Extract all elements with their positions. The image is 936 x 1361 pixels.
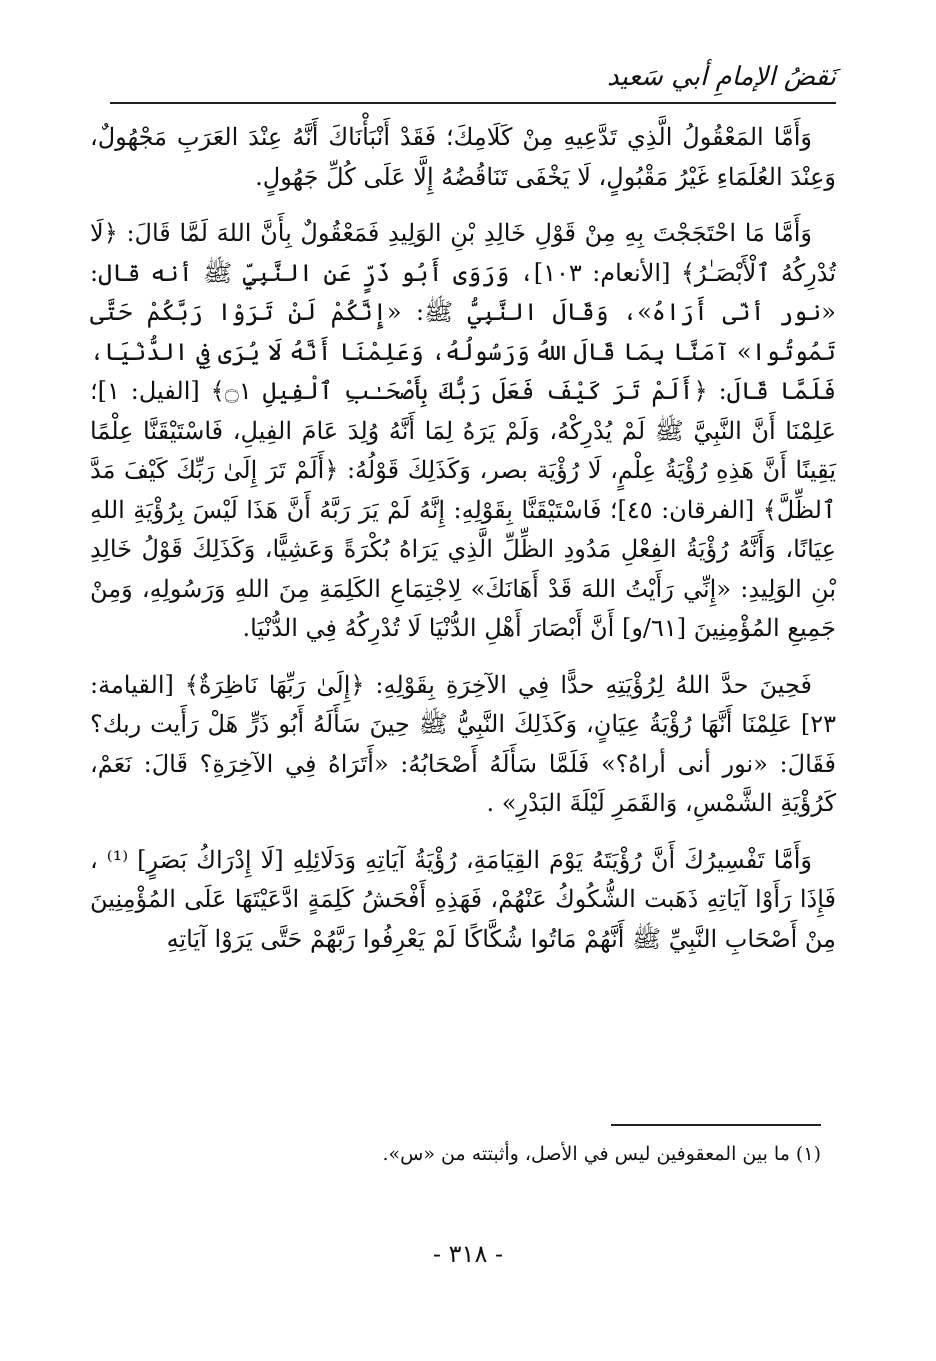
paragraph-1: وَأَمَّا المَعْقُولُ الَّذِي تَدَّعِيهِ مِنْ كَلَامِكَ؛ فَقَدْ أَنْبَأْنَاكَ أَنَّهُ عِنْدَ العَرَبِ مَجْهُولٌ، وَعِنْدَ العُلَمَاءِ غَيْرُ مَقْبُولٍ، لَا يَخْفَى تَنَاقُضُهُ إِلَّا عَلَى كُلِّ جَهُولٍ.: [90, 123, 836, 191]
main-text: [90, 118, 836, 959]
footnote-rule: [611, 1124, 821, 1126]
running-head-title: نَقضُ الإمامِ أبي سَعيد: [607, 62, 836, 92]
paragraph-2: وَأَمَّا مَا احْتَجَجْتَ بِهِ مِنْ قَوْلِ خَالِدِ بْنِ الوَلِيدِ فَمَعْقُولٌ بِأَنَّ اللهَ لَمَّا قَالَ: ﴿لَا تُدْرِكُهُ ٱلْأَبْصَـٰرُ﴾ [الأنعام: ١٠٣]، وَرَوَى أَبُو ذَرٍّ عَنِ النَّبِيِّ ﷺ أنه قال: «نور أنّى أَرَاهُ»، وَقَالَ النَّبِيُّ ﷺ: «إِنَّكُمْ لَنْ تَرَوْا رَبَّكُمْ حَتَّى تَمُوتُوا» آمَنَّا بِمَا قَالَ اللهُ وَرَسُولُهُ، وَعَلِمْنَا أَنَّهُ لَا يُرَى فِي الدُّنْيَا، فَلَمَّا قَالَ: ﴿أَلَمْ تَرَ كَيْفَ فَعَلَ رَبُّكَ بِأَصْحَـٰبِ ٱلْفِيلِ ۝١﴾ [الفيل: ١]؛ عَلِمْنَا أَنَّ النَّبِيَّ ﷺ لَمْ يُدْرِكْهُ، وَلَمْ يَرَهُ لِمَا أَنَّهُ وُلِدَ عَامَ الفِيلِ، فَاسْتَيْقَنَّا عِلْمًا يَقِينًا أَنَّ هَذِهِ رُؤْيَةُ عِلْمٍ، لَا رُؤْيَة بصر، وَكَذَلِكَ قَوْلُهُ: ﴿أَلَمْ تَرَ إِلَىٰ رَبِّكَ كَيْفَ مَدَّ ٱلظِّلَّ﴾ [الفرقان: ٤٥]؛ فَاسْتَيْقَنَّا بِقَوْلِهِ: إِنَّهُ لَمْ يَرَ رَبَّهُ أَنَّ هَذَا لَيْسَ بِرُؤْيَةِ اللهِ عِيَانًا، وَأَنَّهُ رُؤْيَةُ الفِعْلِ مَدُودِ الظِّلِّ الَّذِي يَرَاهُ بُكْرَةً وَعَشِيًّا، وَكَذَلِكَ قَوْلُ خَالِدِ بْنِ الوَلِيدِ: «إِنِّي رَأَيْتُ اللهَ قَدْ أَهَانَكَ» لِاجْتِمَاعِ الكَلِمَةِ مِنَ اللهِ وَرَسُولِهِ، وَمِنْ جَمِيعِ المُؤْمِنِينَ [٦١/و] أَنَّ أَبْصَارَ أَهْلِ الدُّنْيَا لَا تُدْرِكُهُ فِي الدُّنْيَا.: [90, 219, 837, 642]
running-head: [110, 62, 836, 92]
header-rule: [110, 102, 836, 104]
footnote: (١) ما بين المعقوفين ليس في الأصل، وأثبتته من «س».: [382, 1143, 821, 1165]
paragraph-3: فَحِينَ حدَّ اللهُ لِرُؤْيَتِهِ حدًّا فِي الآخِرَةِ بِقَوْلِهِ: ﴿إِلَىٰ رَبِّهَا نَاظِرَةٌ﴾ [القيامة: ٢٣] عَلِمْنَا أَنَّهَا رُؤْيَةُ عِيَانٍ، وَكَذَلِكَ النَّبِيُّ ﷺ حِينَ سَأَلَهُ أَبُو ذَرٍّ هَلْ رَأَيت ربك؟ فَقَالَ: «نور أنى أراهُ؟» فَلَمَّا سَأَلَهُ أَصْحَابُهُ: «أَتَرَاهُ فِي الآخِرَةِ؟ قَالَ: نَعَمْ، كَرُؤْيَةِ الشَّمْسِ، وَالقَمَرِ لَيْلَةَ البَدْرِ» .: [90, 670, 836, 817]
paragraph-4: وَأَمَّا تَفْسِيرُكَ أَنَّ رُؤْيَتَهُ يَوْمَ القِيَامَةِ، رُؤْيَةُ آيَاتِهِ وَدَلَائِلِهِ [لَا إِدْرَاكُ بَصَرٍ] ⁽¹⁾ ، فَإِذَا رَأَوْا آيَاتِهِ ذَهَبت الشُّكُوكُ عَنْهُمْ، فَهَذِهِ أَفْحَشُ كَلِمَةٍ ادَّعَيْتَهَا عَلَى المُؤْمِنِينَ مِنْ أَصْحَابِ النَّبِيِّ ﷺ أَنَّهُمْ مَاتُوا شُكَّاكًا لَمْ يَعْرِفُوا رَبَّهُمْ حَتَّى يَرَوْا آيَاتِهِ: [90, 845, 836, 953]
page-number: - ٣١٨ -: [432, 1240, 504, 1268]
